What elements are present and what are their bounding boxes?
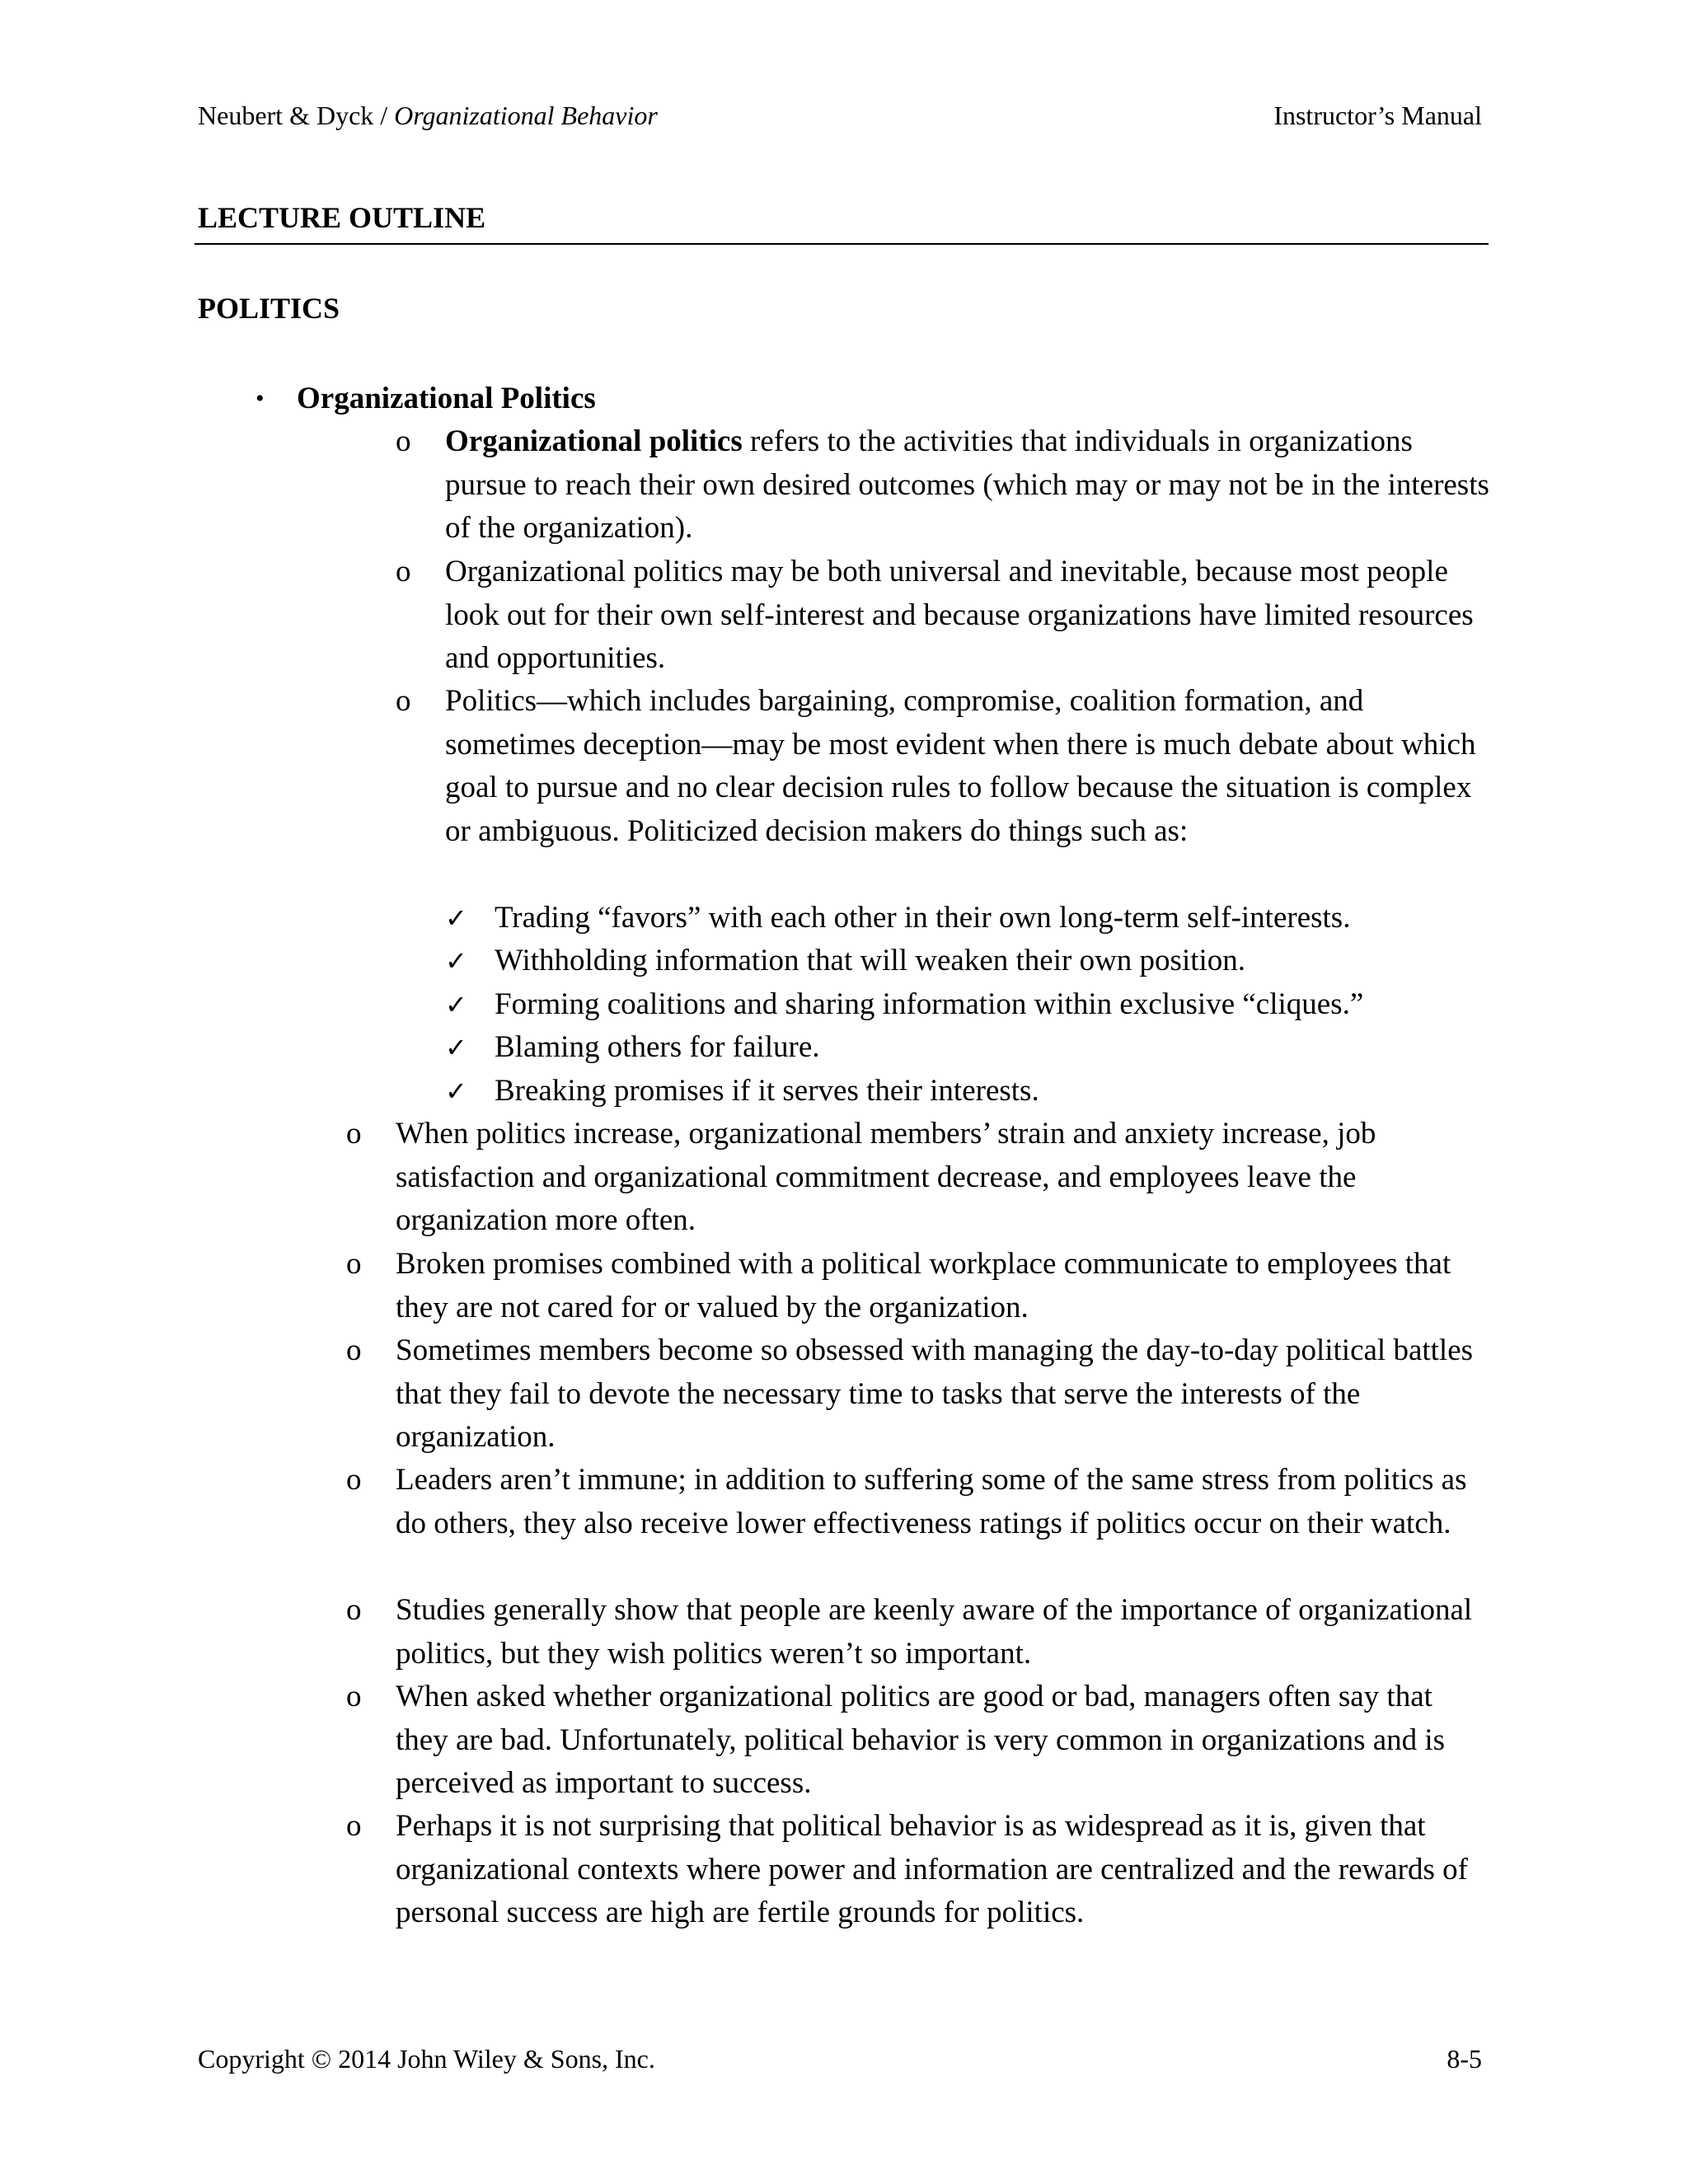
list-item-text: refers to the activities that individuals in organizations pursue to reach their own desired outcomes (which may or may not be in the interests of the organization).: [445, 424, 1489, 545]
list-marker: o: [346, 1333, 362, 1367]
list-item: [445, 551, 1492, 681]
checkmark-icon: ✓: [445, 903, 467, 933]
list-marker: o: [346, 1680, 362, 1713]
list-marker: o: [346, 1463, 362, 1497]
list-marker: o: [396, 555, 411, 588]
bullet-heading: Organizational Politics: [297, 382, 596, 415]
list-item: When asked whether organizational politics are good or bad, managers often say that they are bad. Unfortunately, political behavior is very common in organizations and is perceived as important to success.: [396, 1680, 1446, 1800]
list-item: [445, 680, 1492, 853]
header-authors: Neubert & Dyck /: [198, 101, 395, 130]
check-item: Blaming others for failure.: [495, 1030, 820, 1064]
checkmark-icon: ✓: [445, 990, 467, 1019]
list-item-text: Politics—which includes bargaining, compromise, coalition formation, and sometimes deception—may be most evident when there is much debate about which goal to pursue and no clear decision rules to follow because the situation is complex or ambiguous. Politicized decision makers do things such as:: [445, 684, 1476, 848]
check-item: Breaking promises if it serves their interests.: [495, 1074, 1039, 1108]
list-marker: o: [396, 684, 411, 718]
list-marker: o: [346, 1593, 362, 1627]
check-item: Withholding information that will weaken their own position.: [495, 944, 1246, 977]
section-title: LECTURE OUTLINE: [198, 201, 486, 234]
list-marker: o: [346, 1247, 362, 1281]
list-item: When politics increase, organizational members’ strain and anxiety increase, job satisfaction and organizational commitment decrease, and employees leave the organization more often.: [396, 1117, 1376, 1237]
list-item: Leaders aren’t immune; in addition to suffering some of the same stress from politics as do others, they also receive lower effectiveness ratings if politics occur on their watch.: [396, 1463, 1467, 1540]
page-number: 8-5: [1447, 2044, 1482, 2074]
list-item: [445, 420, 1492, 551]
list-marker: o: [346, 1117, 362, 1151]
section-divider: [195, 243, 1489, 245]
list-item: Perhaps it is not surprising that political behavior is as widespread as it is, given that organizational contexts where power and information are centralized and the rewards of personal success are high are fertile grounds for politics.: [396, 1809, 1468, 1929]
copyright-notice: Copyright © 2014 John Wiley & Sons, Inc.: [198, 2044, 655, 2074]
checkmark-icon: ✓: [445, 1076, 467, 1106]
list-item: Sometimes members become so obsessed with managing the day-to-day political battles that they fail to devote the necessary time to tasks that serve the interests of the organization.: [396, 1333, 1474, 1454]
running-header-title: [198, 99, 658, 132]
list-item-text: Organizational politics may be both universal and inevitable, because most people look out for their own self-interest and because organizations have limited resources and opportunities.: [445, 555, 1474, 675]
list-marker: o: [396, 424, 411, 458]
bullet-icon: •: [256, 385, 265, 412]
header-book-title: Organizational Behavior: [394, 101, 658, 130]
list-item: Broken promises combined with a political workplace communicate to employees that they are not cared for or valued by the organization.: [396, 1247, 1451, 1324]
check-item: Trading “favors” with each other in their own long-term self-interests.: [495, 901, 1351, 935]
term-organizational-politics: Organizational politics: [445, 424, 743, 458]
checkmark-icon: ✓: [445, 1033, 467, 1062]
checkmark-icon: ✓: [445, 946, 467, 976]
topic-title: POLITICS: [198, 292, 340, 325]
list-item: Studies generally show that people are keenly aware of the importance of organizational politics, but they wish politics weren’t so important.: [396, 1593, 1473, 1671]
check-item: Forming coalitions and sharing information within exclusive “cliques.”: [495, 987, 1364, 1021]
list-marker: o: [346, 1809, 362, 1843]
running-header-manual: Instructor’s Manual: [1273, 101, 1482, 130]
